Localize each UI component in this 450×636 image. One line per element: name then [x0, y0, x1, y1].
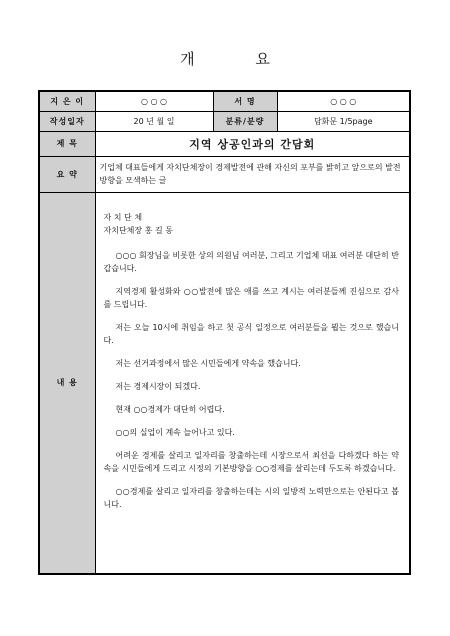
- date-label: 작성일자: [39, 111, 95, 131]
- speaker-label: 서 명: [213, 91, 277, 111]
- author-row: [39, 91, 410, 111]
- content-sender: 자치단체장 홍 길 동: [103, 225, 173, 235]
- content-label: 내 용: [39, 192, 95, 574]
- summary-value: 기업체 대표들에게 자치단체장이 경제발전에 관해 자신의 포부를 밝히고 앞으로의 발전방향을 모색하는 글: [95, 156, 410, 192]
- content-row: [39, 192, 410, 574]
- page-title: 개 요: [180, 50, 298, 68]
- date-row: [39, 111, 410, 131]
- category-value: 담화문 1/5page: [277, 111, 410, 131]
- subject-row: [39, 131, 410, 156]
- content-paragraph: 저는 경제시장이 되겠다.: [115, 381, 201, 391]
- author-value: ○ ○ ○: [95, 91, 213, 111]
- speaker-value: ○ ○ ○: [277, 91, 410, 111]
- author-label: 지 은 이: [39, 91, 95, 111]
- content-paragraph: 어려운 경제를 살리고 일자리를 창출하는데 시장으로서 최선을 다하겠다 하는 약속을 시민들에게 드리고 시정의 기본방향을 ○○경제를 살리는데 두도록 하겠습니다.: [103, 450, 399, 473]
- content-body: [95, 192, 410, 574]
- content-paragraph: 지역경제 활성화와 ○○발전에 많은 애를 쓰고 계시는 여러분들께 진심으로 감사를 드립니다.: [103, 286, 399, 309]
- content-paragraph: 저는 선거과정에서 많은 시민들에게 약속을 했습니다.: [115, 358, 301, 368]
- content-paragraph: ○○○ 회장님을 비롯한 상의 의원님 여러분, 그리고 기업체 대표 여러분 대단히 반갑습니다.: [103, 250, 399, 273]
- date-value: 20 년 월 일: [95, 111, 213, 131]
- summary-label: 요 약: [39, 156, 95, 192]
- summary-row: [39, 156, 410, 192]
- content-paragraph: ○○의 실업이 계속 늘어나고 있다.: [115, 427, 235, 437]
- subject-value: 지역 상공인과의 간담회: [95, 131, 410, 156]
- content-paragraph: ○○경제를 살리고 일자리를 창출하는데는 시의 일방적 노력만으로는 안된다고 봅니다.: [103, 486, 399, 509]
- overview-form: [38, 90, 411, 575]
- content-paragraph: 현재 ○○경제가 대단히 어렵다.: [115, 404, 225, 414]
- subject-label: 제 목: [39, 131, 95, 156]
- content-paragraph: 저는 오늘 10시에 취임을 하고 첫 공식 일정으로 여러분들을 뵙는 것으로 했습니다.: [103, 322, 399, 345]
- content-org: 자 치 단 체: [103, 212, 143, 222]
- category-label: 분류/분량: [213, 111, 277, 131]
